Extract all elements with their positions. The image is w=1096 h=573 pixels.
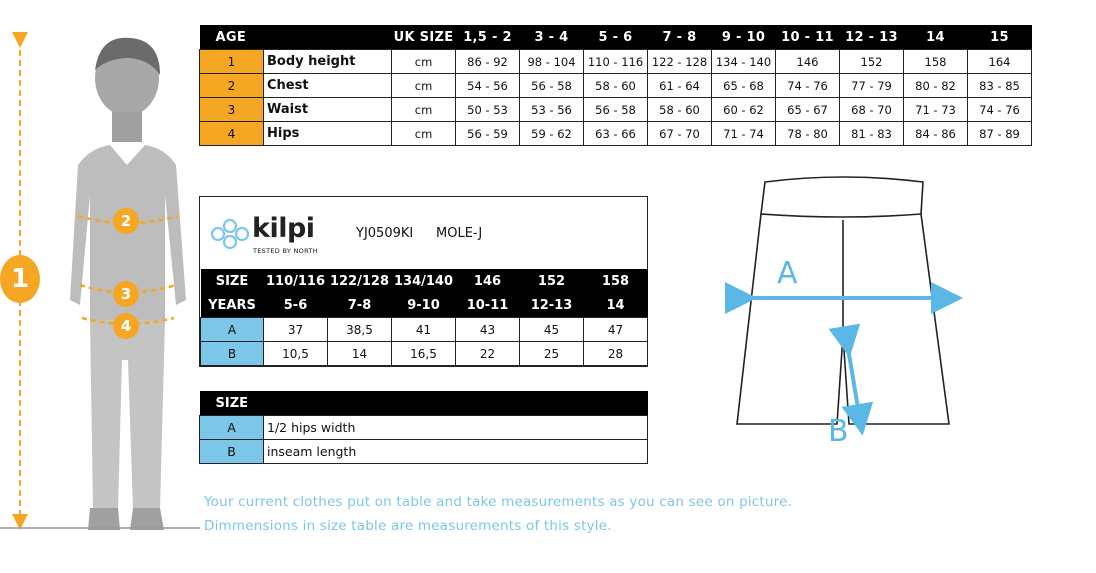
age-col-header: 1,5 - 2 — [456, 25, 520, 50]
legend-label: B — [200, 440, 264, 464]
years-col-header: 5-6 — [264, 293, 328, 318]
style-size-panel — [199, 196, 648, 367]
value-cell: 16,5 — [392, 342, 456, 366]
value-cell: 78 - 80 — [776, 122, 840, 146]
value-cell: 80 - 82 — [904, 74, 968, 98]
value-cell: 86 - 92 — [456, 50, 520, 74]
value-cell: 110 - 116 — [584, 50, 648, 74]
size-col-header: 146 — [456, 269, 520, 293]
age-col-header: 5 - 6 — [584, 25, 648, 50]
value-cell: 81 - 83 — [840, 122, 904, 146]
value-cell: 53 - 56 — [520, 98, 584, 122]
value-cell: 63 - 66 — [584, 122, 648, 146]
value-cell: 56 - 58 — [520, 74, 584, 98]
age-table-header — [200, 25, 1032, 50]
marker-3-label: 3 — [120, 285, 132, 303]
value-cell: 37 — [264, 318, 328, 342]
size-col-header: 158 — [584, 269, 648, 293]
size-col-header: 122/128 — [328, 269, 392, 293]
value-cell: 50 - 53 — [456, 98, 520, 122]
marker-4-badge — [113, 313, 139, 339]
value-cell: 65 - 68 — [712, 74, 776, 98]
brand-tagline: TESTED BY NORTH — [253, 247, 318, 255]
years-col-header: 7-8 — [328, 293, 392, 318]
legend-header-row — [200, 391, 648, 416]
measure-label: B — [201, 342, 264, 366]
marker-3-badge — [113, 281, 139, 307]
value-cell: 41 — [392, 318, 456, 342]
legend-header: SIZE — [200, 391, 648, 416]
row-number: 4 — [200, 122, 264, 146]
uk-size-header: UK SIZE — [392, 25, 456, 50]
value-cell: 59 - 62 — [520, 122, 584, 146]
age-col-header: 14 — [904, 25, 968, 50]
age-col-header: 10 - 11 — [776, 25, 840, 50]
legend-label: A — [200, 416, 264, 440]
value-cell: 14 — [328, 342, 392, 366]
value-cell: 65 - 67 — [776, 98, 840, 122]
value-cell: 45 — [520, 318, 584, 342]
value-cell: 77 - 79 — [840, 74, 904, 98]
size-col-header: 110/116 — [264, 269, 328, 293]
marker-4-label: 4 — [120, 317, 132, 335]
brand-logo-text: kilpi — [252, 213, 315, 244]
legend-desc: inseam length — [264, 440, 648, 464]
value-cell: 71 - 73 — [904, 98, 968, 122]
value-cell: 87 - 89 — [968, 122, 1032, 146]
note-line-1: Your current clothes put on table and take measurements as you can see on picture. — [204, 494, 793, 510]
product-name: MOLE-J — [436, 226, 483, 241]
value-cell: 68 - 70 — [840, 98, 904, 122]
years-col-header: 12-13 — [520, 293, 584, 318]
value-cell: 61 - 64 — [648, 74, 712, 98]
age-header: AGE — [200, 25, 392, 50]
table-row — [200, 416, 648, 440]
value-cell: 84 - 86 — [904, 122, 968, 146]
size-col-header: 152 — [520, 269, 584, 293]
value-cell: 134 - 140 — [712, 50, 776, 74]
table-row — [200, 122, 1032, 146]
shorts-label-b: B — [828, 414, 849, 449]
marker-2-label: 2 — [120, 212, 132, 230]
note-line-2: Dimmensions in size table are measurements of this style. — [204, 518, 612, 534]
value-cell: 58 - 60 — [584, 74, 648, 98]
value-cell: 74 - 76 — [968, 98, 1032, 122]
value-cell: 146 — [776, 50, 840, 74]
row-number: 1 — [200, 50, 264, 74]
table-row — [200, 98, 1032, 122]
value-cell: 58 - 60 — [648, 98, 712, 122]
size-header-row — [201, 269, 648, 293]
unit-cell: cm — [392, 122, 456, 146]
value-cell: 98 - 104 — [520, 50, 584, 74]
table-row — [200, 74, 1032, 98]
age-col-header: 9 - 10 — [712, 25, 776, 50]
table-row — [200, 440, 648, 464]
marker-2-badge — [113, 208, 139, 234]
row-number: 2 — [200, 74, 264, 98]
value-cell: 10,5 — [264, 342, 328, 366]
unit-cell: cm — [392, 50, 456, 74]
value-cell: 25 — [520, 342, 584, 366]
style-size-table — [200, 269, 648, 366]
size-col-header: 134/140 — [392, 269, 456, 293]
table-row — [201, 342, 648, 366]
age-col-header: 12 - 13 — [840, 25, 904, 50]
value-cell: 158 — [904, 50, 968, 74]
value-cell: 122 - 128 — [648, 50, 712, 74]
table-row — [201, 318, 648, 342]
value-cell: 60 - 62 — [712, 98, 776, 122]
years-col-header: 14 — [584, 293, 648, 318]
legend-desc: 1/2 hips width — [264, 416, 648, 440]
years-label: YEARS — [201, 293, 264, 318]
row-label: Waist — [264, 98, 392, 122]
value-cell: 28 — [584, 342, 648, 366]
value-cell: 56 - 58 — [584, 98, 648, 122]
value-cell: 38,5 — [328, 318, 392, 342]
years-header-row — [201, 293, 648, 318]
age-col-header: 15 — [968, 25, 1032, 50]
marker-1-label: 1 — [10, 264, 30, 294]
measure-legend-table — [199, 391, 648, 464]
years-col-header: 9-10 — [392, 293, 456, 318]
value-cell: 56 - 59 — [456, 122, 520, 146]
table-row — [200, 50, 1032, 74]
product-code: YJ0509KI — [356, 226, 414, 241]
shorts-label-a: A — [777, 256, 798, 291]
value-cell: 54 - 56 — [456, 74, 520, 98]
value-cell: 71 - 74 — [712, 122, 776, 146]
unit-cell: cm — [392, 74, 456, 98]
size-label: SIZE — [201, 269, 264, 293]
value-cell: 164 — [968, 50, 1032, 74]
value-cell: 152 — [840, 50, 904, 74]
row-label: Body height — [264, 50, 392, 74]
age-col-header: 3 - 4 — [520, 25, 584, 50]
unit-cell: cm — [392, 98, 456, 122]
kilpi-knot-logo-icon — [208, 217, 252, 251]
years-col-header: 10-11 — [456, 293, 520, 318]
value-cell: 74 - 76 — [776, 74, 840, 98]
measure-label: A — [201, 318, 264, 342]
value-cell: 67 - 70 — [648, 122, 712, 146]
value-cell: 22 — [456, 342, 520, 366]
row-number: 3 — [200, 98, 264, 122]
value-cell: 43 — [456, 318, 520, 342]
row-label: Chest — [264, 74, 392, 98]
value-cell: 47 — [584, 318, 648, 342]
marker-1-badge — [0, 255, 40, 303]
value-cell: 83 - 85 — [968, 74, 1032, 98]
age-size-table — [199, 25, 1032, 146]
age-col-header: 7 - 8 — [648, 25, 712, 50]
row-label: Hips — [264, 122, 392, 146]
